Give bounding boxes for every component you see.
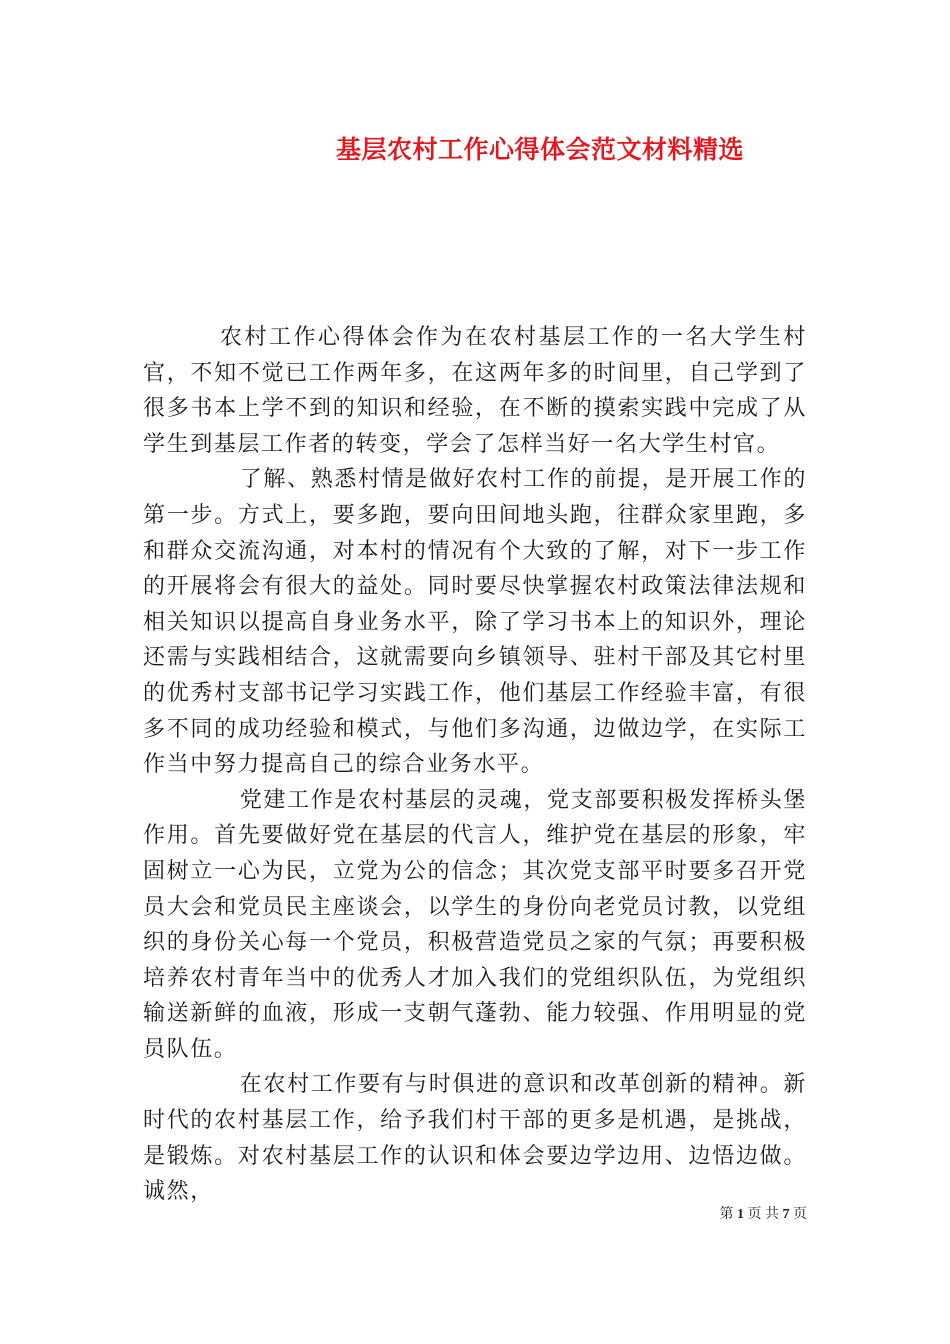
paragraph-2: 了解、熟悉村情是做好农村工作的前提，是开展工作的第一步。方式上，要多跑，要向田间地头跑，往群众家里跑，多和群众交流沟通，对本村的情况有个大致的了解，对下一步工作的开展将会有很大的益处。同时要尽快掌握农村政策法律法规和相关知识以提高自身业务水平，除了学习书本上的知识外，理论还需与实践相结合，这就需要向乡镇领导、驻村干部及其它村里的优秀村支部书记学习实践工作，他们基层工作经验丰富，有很多不同的成功经验和模式，与他们多沟通，边做边学，在实际工作当中努力提高自己的综合业务水平。: [143, 467, 807, 778]
paragraph-4: 在农村工作要有与时俱进的意识和改革创新的精神。新时代的农村基层工作，给予我们村干部的更多是机遇，是挑战，是锻炼。对农村基层工作的认识和体会要边学边用、边悟边做。诚然，: [143, 1072, 807, 1205]
document-body: [143, 320, 807, 1210]
page-number-footer: [720, 1203, 808, 1223]
paragraph-1: 农村工作心得体会作为在农村基层工作的一名大学生村官，不知不觉已工作两年多，在这两年多的时间里，自己学到了很多书本上学不到的知识和经验，在不断的摸索实践中完成了从学生到基层工作者的转变，学会了怎样当好一名大学生村官。: [143, 325, 807, 457]
footer-prefix: 第: [719, 1207, 734, 1222]
footer-middle: 页 共: [747, 1207, 779, 1222]
footer-total-pages: 7: [782, 1207, 790, 1222]
footer-current-page: 1: [737, 1207, 744, 1222]
footer-suffix: 页: [793, 1207, 807, 1222]
document-title: 基层农村工作心得体会范文材料精选: [335, 135, 744, 164]
paragraph-3: 党建工作是农村基层的灵魂，党支部要积极发挥桥头堡作用。首先要做好党在基层的代言人，维护党在基层的形象，牢固树立一心为民，立党为公的信念；其次党支部平时要多召开党员大会和党员民主座谈会，以学生的身份向老党员讨教，以党组织的身份关心每一个党员，积极营造党员之家的气氛；再要积极培养农村青年当中的优秀人才加入我们的党组织队伍，为党组织输送新鲜的血液，形成一支朝气蓬勃、能力较强、作用明显的党员队伍。: [143, 787, 807, 1062]
